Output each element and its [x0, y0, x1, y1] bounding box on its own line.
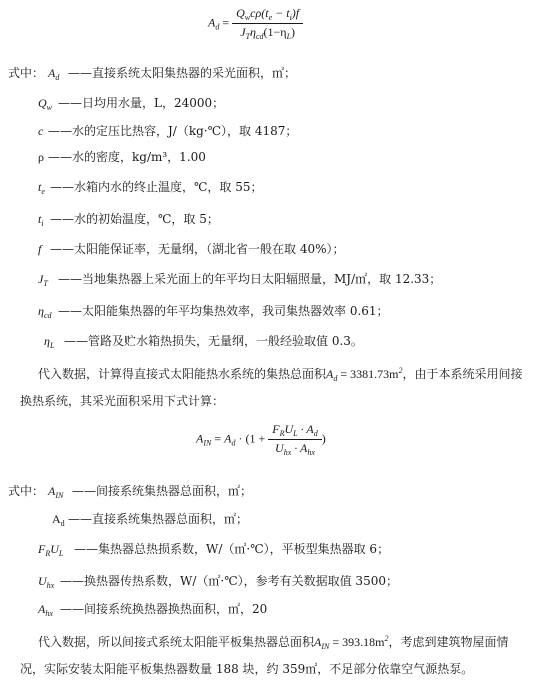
def2-row-frul: $F_RU_L$ ——集热器总热损系数，W/（㎡·℃），平板型集热器取 6； — [38, 542, 390, 558]
def-row-etacd: $\eta_{cd}$ ——太阳能集热器的年平均集热效率，我司集热器效率 0.61； — [38, 304, 389, 320]
formula-direct-area: $A_d$ = $\frac{Q_wc\rho(t_e - t_i)f}{J_T\eta_{cd}(1-\eta_L)}$ — [208, 6, 303, 41]
def-row-etal: $\eta_L$ ——管路及贮水箱热损失，无量纲，一般经验取值 0.3。 — [44, 334, 363, 350]
def-row-c: c ——水的定压比热容，J/（kg·℃），取 4187； — [38, 124, 298, 138]
def-row-jt: $J_T$ ——当地集热器上采光面上的年平均日太阳辐照量，MJ/㎡，取 12.33； — [38, 272, 442, 288]
paragraph-direct-result: 代入数据，计算得直接式太阳能热水系统的集热总面积$A_d = 3381.73m^2$，由于本系统采用间接换热系统，其采光面积采用下式计算： — [20, 366, 523, 408]
paragraph-indirect-result: 代入数据，所以间接式系统太阳能平板集热器总面积$A_{IN} = 393.18m^2$，考虑到建筑物屋面情况，实际安装太阳能平板集热器数量 188 块，约 359㎡，不足部分依靠空气源热泵。 — [20, 634, 509, 676]
def2-row-uhx: $U_{hx}$ ——换热器传热系数，W/（㎡·℃），参考有关数据取值 3500； — [38, 574, 398, 590]
formula-numerator: $Q_wc\rho(t_e - t_i)f$ — [232, 6, 303, 24]
def-row-f: f ——太阳能保证率，无量纲，（湖北省一般在取 40%）； — [38, 242, 345, 256]
formula2-numerator: $F_RU_L \cdot A_d$ — [268, 422, 321, 440]
def-row-ti: $t_i$ ——水的初始温度，℃，取 5； — [38, 212, 219, 228]
def2-row-ad: $A_d$ ——直接系统集热器总面积，㎡； — [52, 512, 249, 528]
def-row-te: $t_e$ ——水箱内水的终止温度，℃，取 55； — [38, 180, 263, 196]
defs2-intro-row: 式中： $A_{IN}$ ——间接系统集热器总面积，㎡； — [8, 484, 253, 500]
def-row-qw: $Q_w$ ——日均用水量，L，24000； — [38, 96, 225, 112]
formula-indirect-area: $A_{IN} = A_d \cdot (1$ + $\frac{F_RU_L \cdot A_d}{U_{hx} \cdot A_{hx}}$ ) — [196, 422, 326, 457]
defs1-intro-row: 式中： $A_d$ ——直接系统太阳集热器的采光面积，㎡； — [8, 66, 297, 82]
formula-denominator: $J_T\eta_{cd}(1-\eta_L)$ — [240, 25, 296, 41]
def2-row-ahx: $A_{hx}$ ——间接系统换热器换热面积，㎡，20 — [38, 602, 268, 618]
formula2-denominator: $U_{hx} \cdot A_{hx}$ — [275, 441, 315, 457]
def-row-rho: ρ ——水的密度，kg/m³，1.00 — [38, 150, 206, 164]
